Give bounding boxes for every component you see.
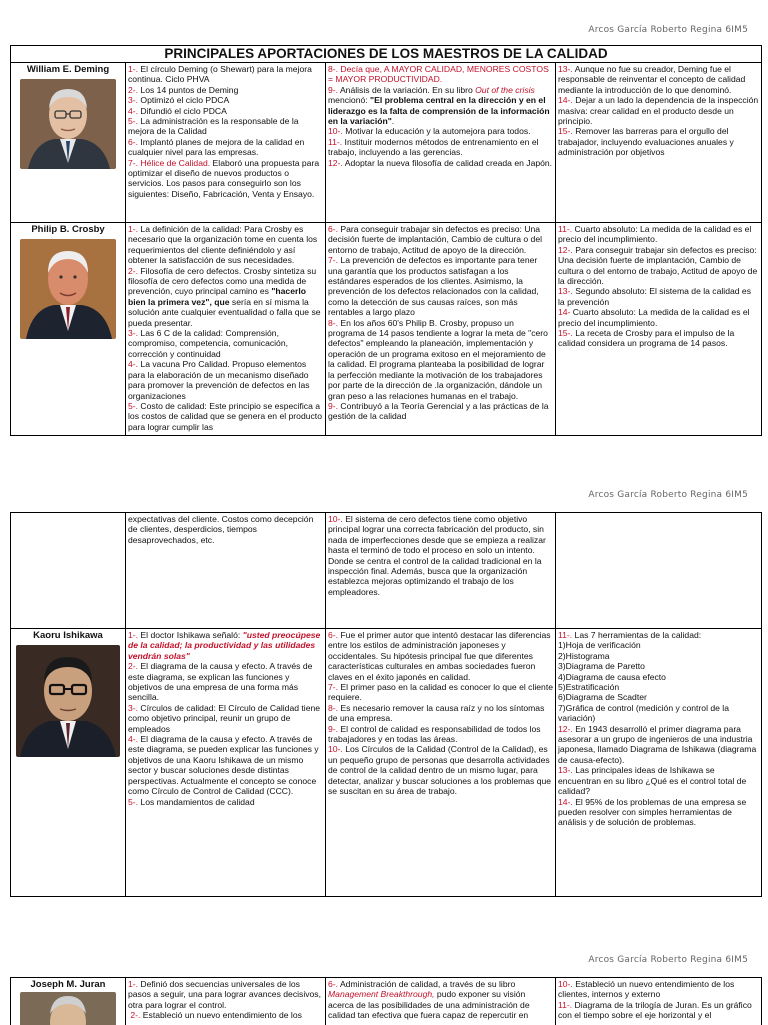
- point-text: El diagrama de la causa y efecto. A través de este diagrama, se explican las funciones y objetivos de una empresa de una forma más sencilla.: [128, 661, 315, 703]
- masters-table-page-2: [10, 512, 762, 897]
- point-text: Las 6 C de la calidad: Comprensión, compromiso, competencia, comunicación, corrección y continuidad: [128, 328, 291, 359]
- point-number: 11-.: [328, 136, 343, 147]
- deming-points-2: [328, 64, 553, 168]
- ishikawa-col-2: [326, 629, 556, 896]
- point-number: 4-.: [128, 734, 139, 745]
- point-number: 3-.: [128, 702, 139, 713]
- point-text: Análisis de la variación. En su libro: [338, 84, 476, 95]
- point-number: 9-.: [328, 400, 339, 411]
- point-text: Círculos de calidad: El Círculo de Calidad tiene como objetivo principal, reunir un grupo de empleados: [128, 702, 323, 734]
- ishikawa-points-1: [128, 630, 323, 807]
- point-text: Cuarto absoluto: La medida de la calidad es el precio del incumplimiento.: [558, 224, 754, 245]
- deming-col-1: [126, 63, 326, 222]
- table-row-ishikawa: [11, 628, 761, 896]
- table-title: PRINCIPALES APORTACIONES DE LOS MAESTROS DE LA CALIDAD: [11, 46, 761, 63]
- point-text: Las principales ideas de Ishikawa se encuentran en su libro ¿Qué es el control total de calidad?: [558, 765, 749, 797]
- point-text: El círculo Deming (o Shewart) para la mejora continua. Ciclo PHVA: [128, 64, 315, 85]
- ishikawa-points-2: [328, 630, 556, 797]
- point-text: Administración de calidad, a través de su libro: [338, 979, 518, 989]
- point-number: 14-: [558, 307, 571, 318]
- point-number: 11-.: [558, 630, 573, 640]
- ishikawa-points-3: [558, 630, 759, 828]
- point-number: 6-.: [328, 630, 339, 640]
- author-header: Arcos García Roberto Regina 6IM5: [588, 490, 748, 500]
- point-number: 10-.: [328, 744, 343, 755]
- point-text: El diagrama de la causa y efecto. A través de este diagrama, se pueden explicar las funciones y objetivos de una Kaoru Ishikawa de un mismo sector y buscar soluciones desde distintas perspectivas. Actualmente el concepto se conoce como Círculo de Control de Calidad (CCC).: [128, 734, 321, 797]
- point-number: 11-.: [558, 224, 573, 234]
- point-number: 5-.: [128, 400, 139, 411]
- point-number: 13-.: [558, 64, 573, 74]
- point-number: 2-.: [128, 265, 139, 276]
- crosby-point-10: [328, 514, 553, 597]
- portrait-juran: [20, 992, 116, 1025]
- point-number: 4-.: [128, 359, 139, 370]
- point-bold: "hacerlo bien la primera vez", que: [128, 286, 309, 307]
- point-text: Cuarto absoluto: La medida de la calidad es el precio del incumplimiento.: [558, 307, 752, 328]
- crosby-points-1: [128, 224, 323, 432]
- point-text: Segundo absoluto: El sistema de la calidad es la prevención: [558, 286, 754, 307]
- table-row-crosby-continued: [11, 513, 761, 628]
- point-number: 3-.: [128, 328, 139, 339]
- point-text: En 1943 desarrolló el primer diagrama para asesorar a un grupo de ingenieros de una industria japonesa, llamado Diagrama de Ishikawa (diagrama de causa-efecto).: [558, 723, 759, 765]
- point-number: 12-.: [558, 244, 573, 255]
- point-text: El doctor Ishikawa señaló:: [138, 630, 243, 640]
- point-number: 12-.: [558, 723, 573, 734]
- portrait-crosby: [20, 239, 116, 339]
- master-cell: [11, 223, 126, 435]
- point-text: Contribuyó a la Teoría Gerencial y a las prácticas de la gestión de la calidad: [328, 400, 551, 422]
- point-highlight: Hélice de Calidad.: [138, 157, 211, 168]
- point-number: 10-.: [328, 514, 343, 524]
- point-text: El sistema de cero defectos tiene como objetivo principal lograr una correcta fabricación del producto, sin nada de imperfecciones desde que se empieza a realizar hasta el terminó de todo el proceso en solo un intento. Donde se centra el control de la calidad tradicional en la inspección final. Además, busca que la organización establezca mejoras optimizando el trabajo de los empleadores.: [328, 514, 549, 597]
- juran-col-1: [126, 978, 326, 1025]
- author-header: Arcos García Roberto Regina 6IM5: [588, 955, 748, 965]
- point-text: Aunque no fue su creador, Deming fue el responsable de reinventar el concepto de calidad mediante la introducción de lo que denominó.: [558, 64, 748, 95]
- crosby-col-2: [326, 223, 556, 435]
- point-number: 15-.: [558, 126, 573, 137]
- point-number: 10-.: [558, 979, 573, 989]
- point-text: Los mandamientos de calidad: [138, 796, 255, 807]
- master-cell-empty: [11, 513, 126, 628]
- point-number: 13-.: [558, 765, 573, 776]
- point-text: sería en sí misma la solución ante cualquier eventualidad o falla que se pueda presentar.: [128, 296, 323, 328]
- point-text: Motivar la educación y la automejora para todos.: [342, 126, 531, 137]
- deming-col-2: [326, 63, 556, 222]
- table-row-juran: [11, 978, 761, 1025]
- point-number: 8-.: [328, 317, 339, 328]
- seven-tools-list: Las 7 herramientas de la calidad: 1)Hoja de verificación 2)Histograma 3)Diagrama de Paretto 4)Diagrama de causa efecto 5)Estratificación 6)Diagrama de Scadter 7)Gráfica de control (medición y control de la variación): [558, 630, 729, 724]
- point-text: La receta de Crosby para el impulso de la calidad considera un programa de 14 pasos.: [558, 328, 737, 349]
- point-text: .: [391, 116, 395, 127]
- crosby-col-2-cont: [326, 513, 556, 628]
- crosby-points-3: [558, 224, 759, 349]
- point-number: 10-.: [328, 126, 343, 137]
- juran-col-2: [326, 978, 556, 1025]
- deming-points-3: [558, 64, 759, 158]
- point-number: 1-.: [128, 979, 139, 989]
- point-number: 9-.: [328, 84, 339, 95]
- point-text: Los 14 puntos de Deming: [138, 84, 239, 95]
- ishikawa-points-3b: [558, 724, 759, 828]
- point-text: pudo exponer su visión acerca de las posibilidades de una administración de calidad tan efectiva que fuera capaz de repercutir en: [328, 989, 532, 1021]
- deming-point-8: 8-. Decía que, A MAYOR CALIDAD, MENORES COSTOS = MAYOR PRODUCTIVIDAD.: [328, 64, 552, 85]
- point-text: La administración es la responsable de la mejora de la Calidad: [128, 116, 301, 137]
- point-number: 1-.: [128, 64, 139, 74]
- deming-points-1: [128, 64, 323, 199]
- master-cell: [11, 978, 126, 1025]
- masters-table-page-1: [10, 45, 762, 436]
- ishikawa-points-1b: [128, 661, 322, 806]
- juran-points-3: 10-. Estableció un nuevo entendimiento de los clientes, internos y externo 11-. Diagrama de la trilogía de Juran. Es un gráfico con el tiempo sobre el eje horizontal y el: [558, 979, 755, 1021]
- point-text: La prevención de defectos es importante para tener una garantía que los productos satisfagan a los estándares esperados de los clientes. Asimismo, la prevención de los defectos relacionados con la calidad, como la detección de sus causas raíces, son más rentables a largo plazo: [328, 255, 542, 318]
- point-text: Es necesario remover la causa raíz y no los síntomas de una empresa.: [328, 702, 547, 724]
- master-name: William E. Deming: [26, 64, 110, 75]
- point-number: 9-.: [328, 723, 339, 734]
- portrait-ishikawa: [16, 645, 120, 757]
- point-number: 6-.: [328, 224, 339, 234]
- point-text: Los Círculos de la Calidad (Control de la Calidad), es un pequeño grupo de personas que desarrolla actividades de control de la calidad dentro de un mismo lugar, para detectar, analizar y buscar soluciones a los problemas que se suscitan en su área de trabajo.: [328, 744, 554, 797]
- point-text: Implantó planes de mejora de la calidad en cualquier nivel para las empresas.: [128, 136, 307, 158]
- point-number: 15-.: [558, 328, 573, 339]
- point-number: 12-.: [328, 157, 343, 168]
- deming-col-3: [556, 63, 761, 222]
- ishikawa-col-3: [556, 629, 761, 896]
- point-text: La definición de la calidad: Para Crosby es necesario que la organización tome en cuenta los requerimientos del cliente definiéndolo y así obtener la satisfacción de sus necesidades.: [128, 224, 320, 266]
- point-text: Adoptar la nueva filosofía de calidad creada en Japón.: [342, 157, 553, 168]
- point-number: 4-.: [128, 105, 139, 116]
- ishikawa-col-1: [126, 629, 326, 896]
- deming-points-2b: [328, 126, 552, 167]
- portrait-deming: [20, 79, 116, 169]
- point-text: Difundió el ciclo PDCA: [138, 105, 227, 116]
- master-cell: [11, 629, 126, 896]
- point-text: El control de calidad es responsabilidad de todos los trabajadores y en todas las áreas.: [328, 723, 543, 745]
- point-text: Fue el primer autor que intentó destacar las diferencias entre los estilos de administración japoneses y occidentales. Su hipótesis principal fue que diferentes características culturales en ambas sociedades fueron claves en el éxito japonés en calidad.: [328, 630, 553, 682]
- point-number: 14-.: [558, 95, 573, 106]
- juran-col-3: [556, 978, 761, 1025]
- master-name: Kaoru Ishikawa: [33, 630, 103, 641]
- juran-points-1: 1-. Definió dos secuencias universales de los pasos a seguir, una para lograr avances decisivos, otra para lograr el control. 2-. Estableció un nuevo entendimiento de los: [128, 979, 324, 1021]
- master-name: Philip B. Crosby: [31, 224, 105, 235]
- point-number: 8-.: [328, 702, 339, 713]
- point-number: 7-.: [128, 157, 139, 168]
- point-text: Instituir modernos métodos de entrenamiento en el trabajo, incluyendo a las gerencias.: [328, 136, 541, 158]
- table-row-crosby: [11, 222, 761, 435]
- deming-quote: "El problema central en la dirección y en el liderazgo es la falta de comprensión de la información en la variación": [328, 95, 552, 127]
- point-text: El primer paso en la calidad es conocer lo que el cliente requiere.: [328, 682, 556, 703]
- point-number: 1-.: [128, 630, 139, 640]
- point-number: 7-.: [328, 255, 339, 266]
- crosby-col-1-cont: [126, 513, 326, 628]
- point-number: 7-.: [328, 682, 339, 693]
- table-row-deming: [11, 63, 761, 222]
- ishikawa-quote: "usted preocúpese de la calidad; la productividad y las utilidades vendrán solas": [128, 630, 323, 661]
- point-number: 1-.: [128, 224, 139, 234]
- point-text: El 95% de los problemas de una empresa se pueden resolver con simples herramientas de análisis y de solución de problemas.: [558, 796, 749, 828]
- point-number: 2-.: [128, 1010, 141, 1021]
- author-header: Arcos García Roberto Regina 6IM5: [588, 25, 748, 35]
- point-text: Costo de calidad: Este principio se especifica a los costos de calidad que se genera en el producto para lograr cumplir las: [128, 400, 325, 432]
- point-text: Para conseguir trabajar sin defectos es preciso: Una decisión fuerte de implantación, Cambio de cultura o del entorno de trabajo, Actitud de apoyo de la dirección.: [558, 244, 760, 287]
- point-text: Remover las barreras para el orgullo del trabajador, incluyendo evaluaciones anuales y administración por objetivos: [558, 126, 737, 158]
- point-number: 5-.: [128, 796, 139, 807]
- crosby-col-3: [556, 223, 761, 435]
- point-number: 5-.: [128, 116, 139, 127]
- master-name: Joseph M. Juran: [30, 979, 106, 990]
- point-text: mencionó:: [328, 84, 538, 106]
- point-text: En los años 60's Philip B. Crosby, propuso un programa de 14 pasos tendiente a lograr la meta de "cero defectos" empleando la planeación, implementación y operación de un programa exitoso en el mejoramiento de la calidad. El programa planteaba la posibilidad de lograr la perfección mediante la motivación de los trabajadores por parte de la dirección de .la organización, dándole un gran peso a las relaciones humanas en el trabajo.: [328, 317, 551, 401]
- crosby-col-3-cont: [556, 513, 761, 628]
- crosby-points-2: [328, 224, 553, 422]
- book-title: Management Breakthrough,: [328, 989, 435, 1000]
- point-text: Dejar a un lado la dependencia de la inspección masiva: crear calidad en el producto desde un principio.: [558, 95, 761, 127]
- point-number: 3-.: [128, 95, 139, 106]
- point-number: 2-.: [128, 661, 139, 672]
- master-cell: [11, 63, 126, 222]
- point-text: Filosofía de cero defectos. Crosby sintetiza su filosofía de cero defectos como una medida de prevención, cuyo principal camino es: [128, 265, 319, 297]
- point-number: 11-.: [558, 999, 573, 1010]
- masters-table-page-3: [10, 977, 762, 1025]
- point-text: Elaboró una propuesta para optimizar el diseño de nuevos productos o servicios. Los pasos para conseguirlo son los siguientes: Diseño, Fabricación, Venta y Ensayo.: [128, 157, 322, 199]
- point-text: Optimizó el ciclo PDCA: [138, 95, 230, 106]
- point-text: Para conseguir trabajar sin defectos es preciso: Una decisión fuerte de implantación, Cambio de cultura o del entorno de trabajo, Actitud de apoyo de la dirección.: [328, 224, 545, 255]
- crosby-point-5-cont: expectativas del cliente. Costos como decepción de clientes, desperdicios, tiempos desaprovechados, etc.: [128, 514, 316, 545]
- juran-points-2: [328, 979, 553, 1021]
- point-number: 6-.: [328, 979, 339, 989]
- crosby-col-1: [126, 223, 326, 435]
- book-title: Out of the crisis: [475, 84, 535, 95]
- point-number: 13-.: [558, 286, 573, 297]
- point-number: 2-.: [128, 84, 139, 95]
- point-number: 6-.: [128, 136, 139, 147]
- point-number: 14-.: [558, 796, 573, 807]
- point-text: La vacuna Pro Calidad. Propuso elementos para la elaboración de un mecanismo diseñado para promover la prevención de defectos en las organizaciones: [128, 359, 312, 401]
